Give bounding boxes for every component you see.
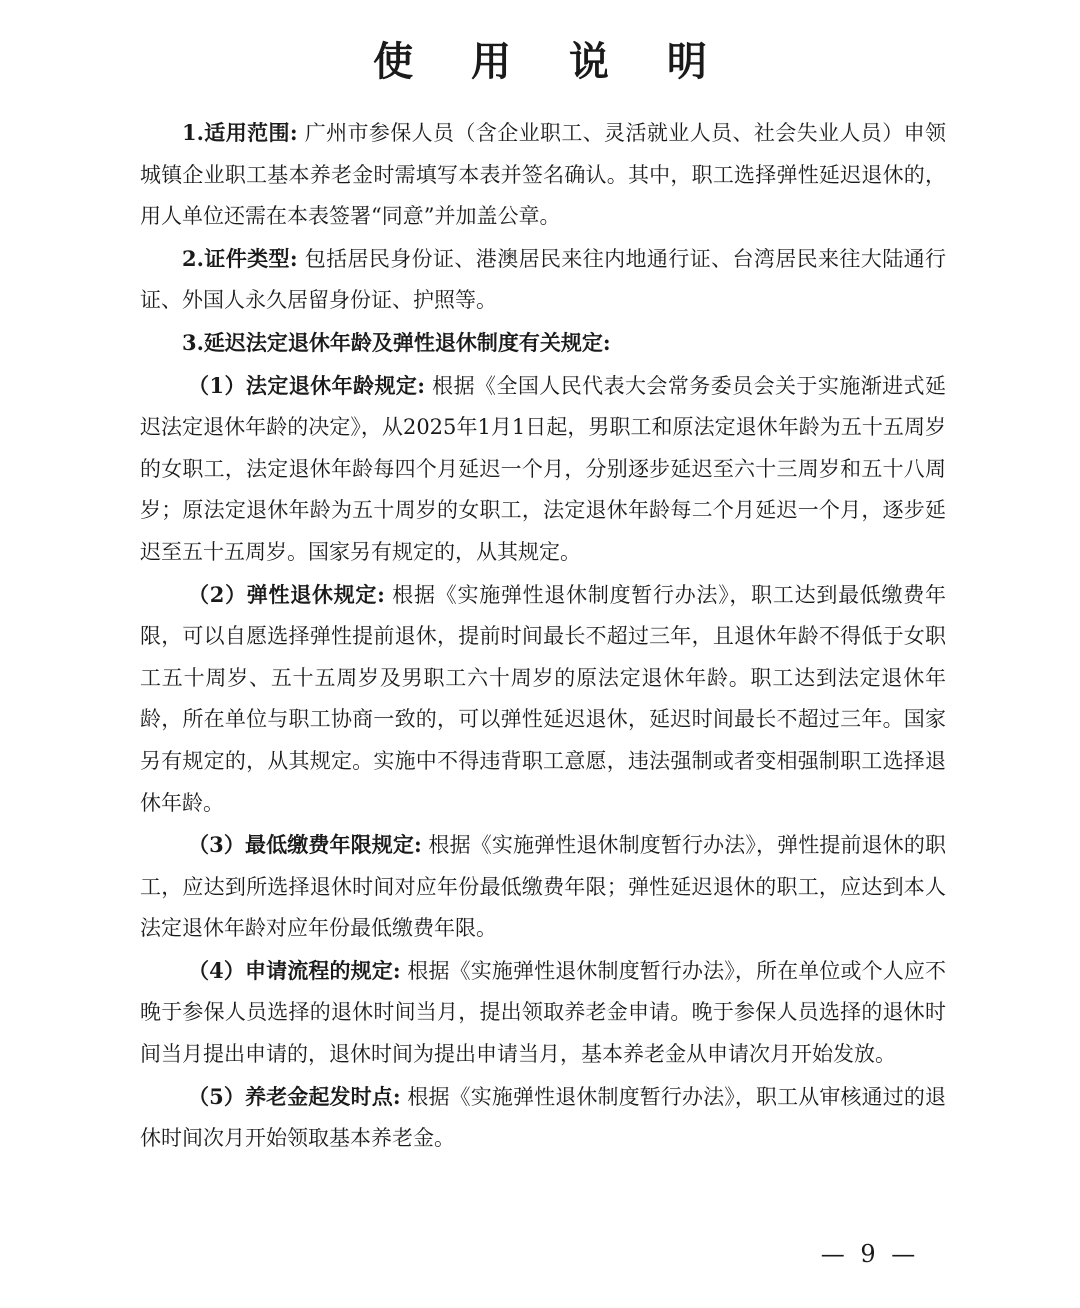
page-number: — 9 — <box>820 1240 920 1268</box>
paragraph-label: 1.适用范围: <box>182 120 298 145</box>
paragraph-label: 2.证件类型: <box>182 245 298 271</box>
paragraph-label: 3.延迟法定退休年龄及弹性退休制度有关规定: <box>182 329 611 355</box>
page-title: 使 用 说 明 <box>373 38 729 85</box>
paragraph-text: 包括居民身份证、港澳居民来往内地通行证、台湾居民来往大陆通行证、外国人永久居留身份证、护照等。 <box>140 246 946 313</box>
paragraph-label: （2）弹性退休规定: <box>188 581 385 607</box>
paragraph-application-process <box>140 950 946 1076</box>
paragraph-statutory-age <box>140 365 946 574</box>
paragraph-text: 根据《实施弹性退休制度暂行办法》，所在单位或个人应不晚于参保人员选择的退休时间当月，提出领取养老金申请。晚于参保人员选择的退休时间当月提出申请的，退休时间为提出申请当月，基本养老金从申请次月开始发放。 <box>140 958 946 1067</box>
paragraph-label: （5）养老金起发时点: <box>188 1083 401 1109</box>
paragraph-label: （3）最低缴费年限规定: <box>188 832 422 858</box>
paragraph-label: （1）法定退休年龄规定: <box>188 372 426 398</box>
paragraph-id-types <box>140 238 946 322</box>
document-body <box>140 112 946 1160</box>
paragraph-scope <box>140 112 946 238</box>
paragraph-min-contribution <box>140 824 946 950</box>
paragraph-pension-start <box>140 1076 946 1160</box>
paragraph-text: 根据《实施弹性退休制度暂行办法》，职工达到最低缴费年限，可以自愿选择弹性提前退休，提前时间最长不超过三年，且退休年龄不得低于女职工五十周岁、五十五周岁及男职工六十周岁的原法定退休年龄。职工达到法定退休年龄，所在单位与职工协商一致的，可以弹性延迟退休，延迟时间最长不超过三年。国家另有规定的，从其规定。实施中不得违背职工意愿，违法强制或者变相强制职工选择退休年龄。 <box>140 582 946 815</box>
paragraph-text: 根据《全国人民代表大会常务委员会关于实施渐进式延迟法定退休年龄的决定》，从2025年1月1日起，男职工和原法定退休年龄为五十五周岁的女职工，法定退休年龄每四个月延迟一个月，分别逐步延迟至六十三周岁和五十八周岁；原法定退休年龄为五十周岁的女职工，法定退休年龄每二个月延迟一个月，逐步延迟至五十五周岁。国家另有规定的，从其规定。 <box>140 373 946 564</box>
paragraph-text: 根据《实施弹性退休制度暂行办法》，弹性提前退休的职工，应达到所选择退休时间对应年份最低缴费年限；弹性延迟退休的职工，应达到本人法定退休年龄对应年份最低缴费年限。 <box>140 833 946 941</box>
paragraph-flexible-retirement <box>140 574 946 825</box>
paragraph-text: 根据《实施弹性退休制度暂行办法》，职工从审核通过的退休时间次月开始领取基本养老金。 <box>140 1084 946 1151</box>
paragraph-text: 广州市参保人员（含企业职工、灵活就业人员、社会失业人员）申领城镇企业职工基本养老金时需填写本表并签名确认。其中，职工选择弹性延迟退休的，用人单位还需在本表签署“同意”并加盖公章。 <box>140 121 946 229</box>
paragraph-retirement-rules-heading <box>140 322 946 365</box>
paragraph-label: （4）申请流程的规定: <box>188 957 401 983</box>
